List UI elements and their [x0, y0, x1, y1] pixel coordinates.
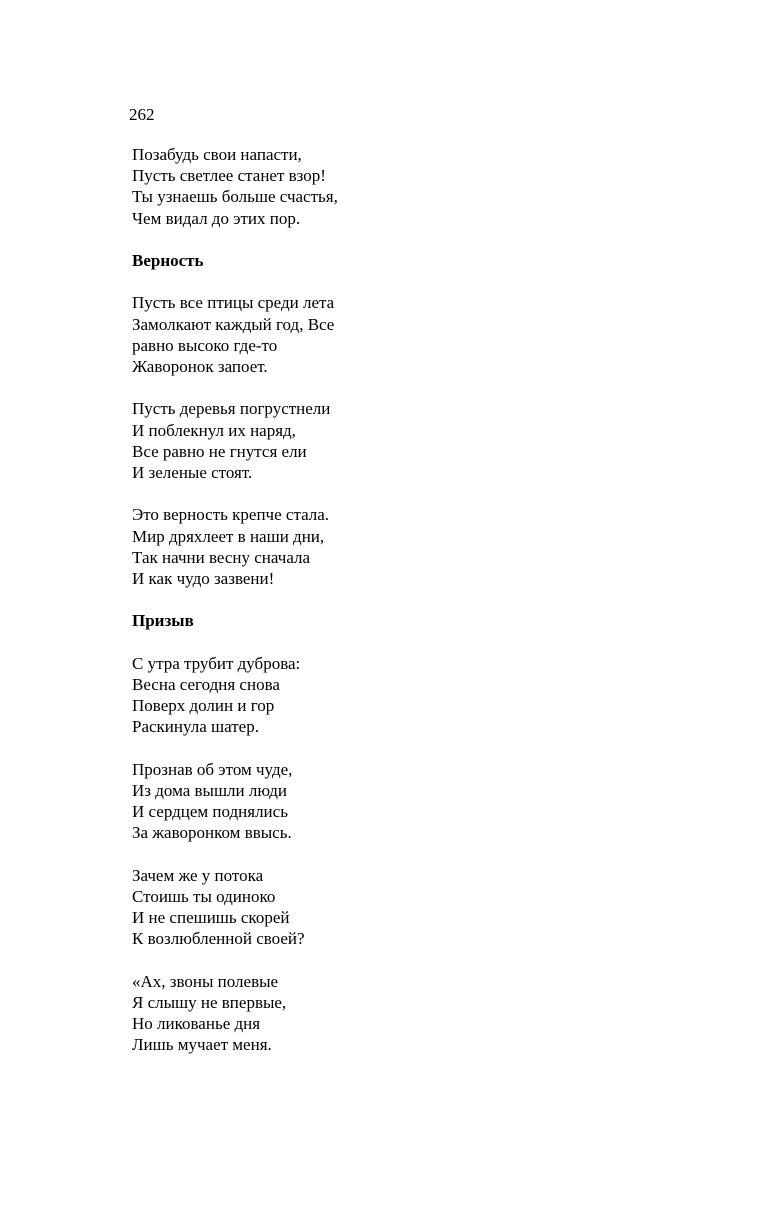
- verse-line: Я слышу не впервые,: [132, 992, 287, 1012]
- verse-line: Позабудь свои напасти,: [132, 145, 302, 164]
- verse-line: И не спешишь скорей: [132, 908, 290, 928]
- verse-line: Замолкают каждый год, Все: [132, 314, 335, 334]
- verse-line: За жаворонком ввысь.: [132, 823, 292, 843]
- verse-line: равно высоко где-то: [132, 335, 278, 355]
- verse-line: Из дома вышли люди: [132, 780, 287, 800]
- verse-line: Жаворонок запоет.: [132, 357, 268, 376]
- verse-line: Но ликованье дня: [132, 1014, 261, 1034]
- verse-line: «Ах, звоны полевые: [132, 971, 279, 991]
- verse-line: Мир дряхлеет в наши дни,: [132, 526, 325, 546]
- verse-line: Раскинула шатер.: [132, 717, 259, 737]
- stanza: [132, 971, 692, 1056]
- page-text: [132, 144, 692, 1077]
- verse-line: К возлюбленной своей?: [132, 929, 305, 949]
- stanza: [132, 398, 692, 483]
- verse-line: Лишь мучает меня.: [132, 1035, 272, 1055]
- stanza: [132, 144, 692, 229]
- verse-line: Зачем же у потока: [132, 865, 264, 885]
- verse-line: Прознав об этом чуде,: [132, 759, 293, 779]
- stanza: [132, 653, 692, 738]
- verse-line: Стоишь ты одиноко: [132, 886, 276, 906]
- page-number: 262: [129, 105, 155, 124]
- stanza: [132, 504, 692, 589]
- verse-line: И поблекнул их наряд,: [132, 420, 296, 440]
- verse-line: Поверх долин и гор: [132, 696, 275, 716]
- stanza: [132, 292, 692, 377]
- verse-line: И зеленые стоят.: [132, 463, 253, 482]
- verse-line: И сердцем поднялись: [132, 802, 288, 822]
- verse-line: Пусть светлее станет взор!: [132, 166, 326, 186]
- verse-line: И как чудо зазвени!: [132, 569, 275, 588]
- verse-line: Все равно не гнутся ели: [132, 441, 307, 461]
- verse-line: С утра трубит дуброва:: [132, 653, 301, 673]
- verse-line: Весна сегодня снова: [132, 674, 280, 694]
- verse-line: Пусть деревья погрустнели: [132, 399, 331, 419]
- stanza: [132, 865, 692, 950]
- verse-line: Пусть все птицы среди лета: [132, 293, 335, 313]
- verse-line: Чем видал до этих пор.: [132, 208, 301, 228]
- verse-line: Ты узнаешь больше счастья,: [132, 187, 338, 207]
- verse-line: Так начни весну сначала: [132, 547, 311, 567]
- poem-title: Верность: [132, 251, 204, 270]
- verse-line: Это верность крепче стала.: [132, 505, 330, 525]
- poem-title: Призыв: [132, 611, 194, 631]
- stanza: [132, 759, 692, 844]
